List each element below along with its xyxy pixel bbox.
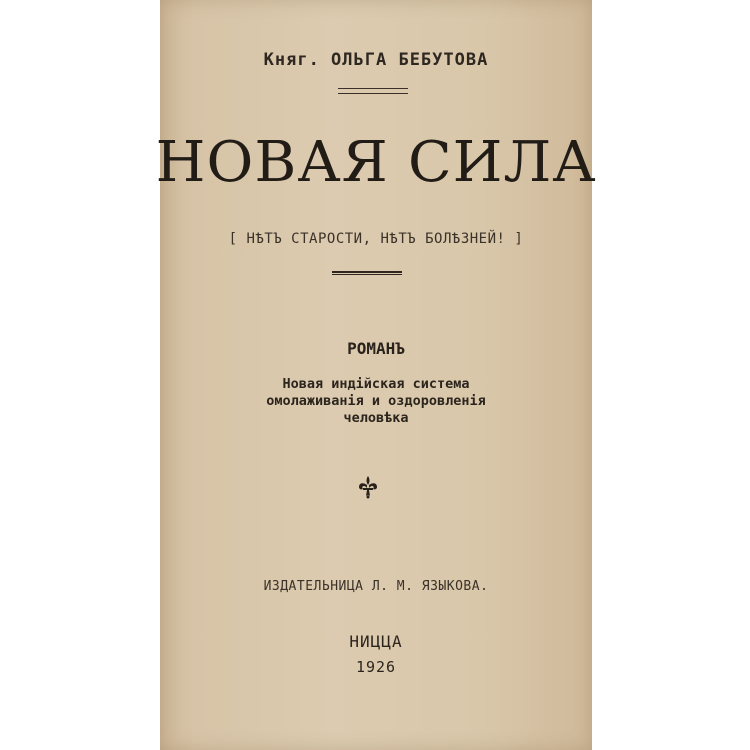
publication-city: НИЦЦА — [349, 632, 403, 651]
double-rule-divider — [338, 88, 408, 94]
genre-label: РОМАНЪ — [347, 339, 405, 358]
description-line: омолаживанія и оздоровленія — [266, 393, 486, 409]
title-page — [155, 0, 597, 750]
publisher-line: ИЗДАТЕЛЬНИЦА Л. М. ЯЗЫКОВА. — [263, 579, 489, 594]
book-title: НОВАЯ СИЛА — [155, 130, 597, 195]
book-subtitle: [ НѢТЪ СТАРОСТИ, НѢТЪ БОЛѢЗНЕЙ! ] — [228, 231, 524, 247]
author-name: Княг. ОЛЬГА БЕБУТОВА — [263, 50, 489, 70]
description-line: Новая индійская система — [282, 376, 470, 392]
fleur-de-lis-icon — [355, 474, 381, 500]
thick-rule-divider — [332, 271, 402, 275]
description-line: человѣка — [343, 410, 409, 426]
description-block — [160, 376, 592, 427]
publication-year: 1926 — [355, 658, 397, 676]
